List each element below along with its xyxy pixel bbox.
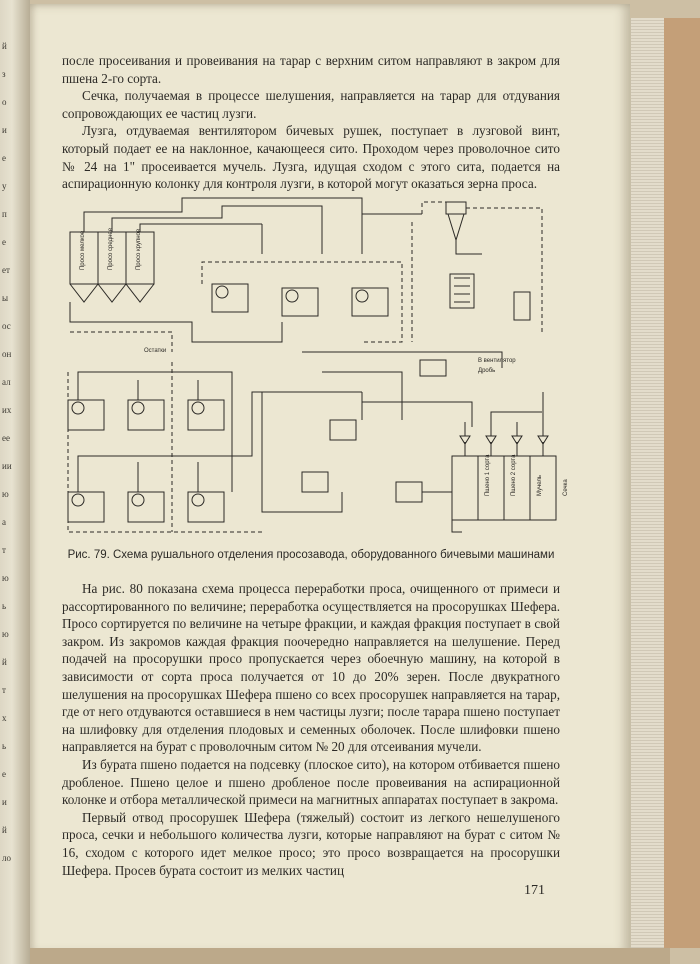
pipe-left-2: [138, 380, 198, 400]
adjacent-page-fragment: т: [2, 685, 6, 695]
pipe-mid-3: [302, 352, 502, 368]
adjacent-page-fragment: ет: [2, 265, 10, 275]
side-label-2: Дробь: [478, 368, 496, 374]
cyclone-cone: [448, 214, 464, 240]
body-paragraph-1: На рис. 80 показана схема процесса переработки проса, очищенного от примеси и рассортированного по величине; переработка осуществляется на просорушках Шефера. Просо сортируется по величине на четыре фракции, и каждая фракция поступает в свой закром. Из закромов каждая фракция поочередно направляется на шелушение. Перед подачей на просорушки просо пропускается через обоечную машину, на которой в зависимости от сорта проса получается от 10 до 20% зерен. После двукратного шелушения на просорушках Шефера пшено со всех просорушек направляется на тарар, где от него отдуваются оставшиеся в нем частицы лузги; после тарара пшено поступает на шлифовку для отделения плодовых и семенных оболочек. После шлифовки пшено направляется на бурат с проволочным ситом № 20 для отсеивания мучели.: [62, 581, 560, 755]
page-number: 171: [524, 883, 545, 898]
adjacent-page-fragment: ии: [2, 461, 12, 471]
adjacent-page-fragment: ос: [2, 321, 11, 331]
process-diagram-svg: [62, 192, 569, 542]
husker-9-drum: [192, 494, 204, 506]
adjacent-page-fragment: их: [2, 405, 12, 415]
husker-4-drum: [72, 402, 84, 414]
bin-3-label: Просо крупное: [136, 228, 142, 270]
top-pipe-3: [140, 224, 262, 232]
husker-7-drum: [72, 494, 84, 506]
adjacent-page-fragment: а: [2, 517, 6, 527]
adjacent-page-fragment: ю: [2, 629, 9, 639]
magnet-1: [420, 360, 446, 376]
husker-8-drum: [132, 494, 144, 506]
pipe-mid-4: [422, 492, 462, 532]
pipe-a: [302, 206, 322, 254]
aspiration-column: [450, 274, 474, 308]
body-paragraph-2: Из бурата пшено подается на подсевку (плоское сито), на котором отбивается пшено дробленое. Пшено целое и пшено дробленое после провеивания на аспирационной колонке и отбора металлической примеси на магнитных аппаратах поступает в закрома.: [62, 756, 560, 808]
husker-2-drum: [286, 290, 298, 302]
side-label-1: В вентилятор: [478, 358, 516, 364]
adjacent-page-fragment: у: [2, 181, 7, 191]
pipe-mid-2: [322, 372, 402, 420]
adjacent-page-fragment: е: [2, 153, 6, 163]
adjacent-page-fragment: й: [2, 657, 7, 667]
body-paragraph-3: Первый отвод просорушек Шефера (тяжелый) состоит из легкого нешелушеного проса, сечки и небольшого количества лузги, которые направляют на бурат с ситом № 16, сходом с которого идет мелкое просо; это просо возвращается на просорушки Шефера. Просев бурата состоит из мелких частиц: [62, 809, 560, 878]
adjacent-page-fragment: е: [2, 237, 6, 247]
bottom-shadow: [30, 948, 670, 964]
adjacent-page-fragment: ы: [2, 293, 9, 303]
adjacent-page-fragment: он: [2, 349, 12, 359]
right-pipes: [465, 392, 543, 436]
pipe-left-4: [138, 462, 198, 492]
bin-inlets: [465, 442, 543, 456]
return-pipe: [70, 302, 282, 342]
husker-1-drum: [216, 286, 228, 298]
pipe-to-bins: [362, 402, 472, 427]
right-bin-3-label: Мучель: [537, 475, 543, 496]
adjacent-page-fragment: т: [2, 545, 6, 555]
right-bin-2: [478, 456, 504, 520]
ostatok-label: Остатки: [144, 348, 167, 354]
adjacent-page-fragment: з: [2, 69, 6, 79]
adjacent-page-fragment: ь: [2, 741, 7, 751]
dashed-loop: [202, 262, 402, 342]
bin-cyclones: [460, 436, 548, 444]
pipe-left-1: [78, 372, 232, 492]
sifter-1: [330, 420, 356, 440]
lusga-box: [514, 292, 530, 320]
page-block-edge: [630, 18, 665, 948]
adjacent-page-fragment: й: [2, 41, 7, 51]
husker-3-drum: [356, 290, 368, 302]
top-paragraph-3: Лузга, отдуваемая вентилятором бичевых рушек, поступает в лузговой винт, который подает ее на наклонное, качающееся сито. Проходом через проволочное сито № 24 на 1" просеивается мучель. Лузга, идущая сходом с этого сита, подается на аспирационную колонку для контроля лузги, в которой могут оказаться зерна проса.: [62, 123, 560, 192]
bin-2-label: Просо среднее: [108, 227, 114, 270]
sifter-2: [302, 472, 328, 492]
adjacent-page-fragment: о: [2, 97, 7, 107]
column-lines: [454, 278, 470, 302]
husker-6-drum: [192, 402, 204, 414]
pipe-mid-1: [262, 392, 342, 512]
adjacent-page-strip: [0, 0, 30, 964]
husker-5-drum: [132, 402, 144, 414]
right-bin-1-label: Пшено 1 сорта: [485, 454, 491, 496]
dashed-left: [68, 372, 262, 532]
right-bin-4-label: Сечка: [563, 479, 569, 496]
body-text-block: [62, 580, 560, 879]
top-paragraph-2: Сечка, получаемая в процессе шелушения, направляется на тарар для отдувания сопровождающих ее частиц лузги.: [62, 88, 560, 121]
adjacent-page-fragment: ю: [2, 489, 9, 499]
adjacent-page-fragment: х: [2, 713, 7, 723]
adjacent-page-fragment: е: [2, 769, 6, 779]
pipe-left-3: [78, 392, 362, 492]
adjacent-page-fragment: ь: [2, 601, 7, 611]
book-cover-edge: [664, 18, 700, 948]
figure-caption: Рис. 79. Схема рушального отделения просозавода, оборудованного бичевыми машинами: [67, 549, 555, 561]
adjacent-page-fragment: ее: [2, 433, 10, 443]
adjacent-page-fragment: ал: [2, 377, 11, 387]
adjacent-page-fragment: ло: [2, 853, 11, 863]
top-pipe: [84, 198, 422, 232]
bin-1-label: Просо мелкое: [80, 230, 86, 270]
bin-hoppers: [70, 284, 154, 302]
top-paragraph-1: после просеивания и провеивания на тарар с верхним ситом направляют в закром для пшена 2-го сорта.: [62, 53, 560, 86]
adjacent-page-fragment: ю: [2, 573, 9, 583]
adjacent-page-fragment: й: [2, 825, 7, 835]
sifter-3: [396, 482, 422, 502]
right-bin-3: [504, 456, 530, 520]
cyclone-pipe: [456, 240, 482, 254]
air-duct-2: [466, 208, 542, 332]
adjacent-page-fragment: п: [2, 209, 7, 219]
right-bin-4: [530, 456, 556, 520]
adjacent-page-fragment: и: [2, 125, 7, 135]
right-bin-2-label: Пшено 2 сорта: [511, 454, 517, 496]
adjacent-page-fragment: и: [2, 797, 7, 807]
air-duct: [422, 202, 446, 214]
right-bin-1: [452, 456, 478, 520]
top-text-block: [62, 52, 560, 193]
cyclone-top: [446, 202, 466, 214]
process-diagram: [62, 192, 569, 542]
